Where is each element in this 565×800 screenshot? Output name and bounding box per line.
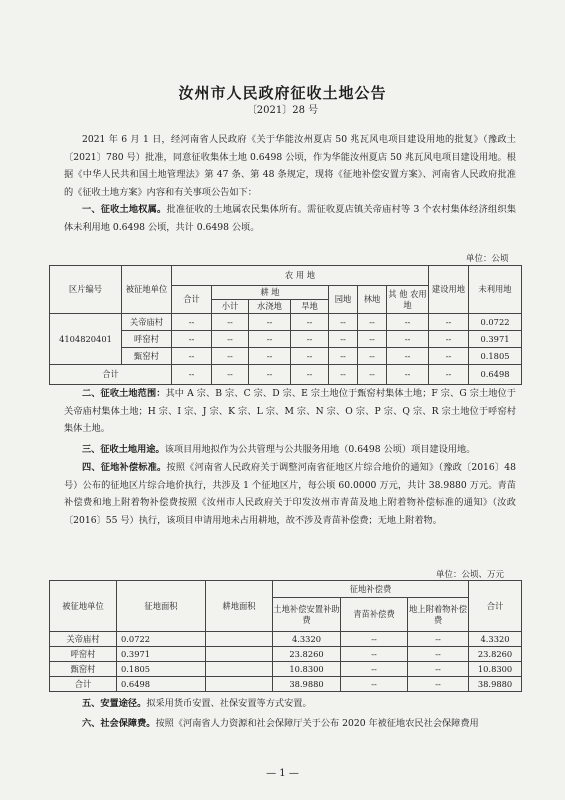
cell-area: 0.3971 xyxy=(117,647,206,662)
cell: -- xyxy=(329,365,358,385)
cell: -- xyxy=(249,331,291,348)
cell: -- xyxy=(291,331,329,348)
header-subtotal: 小计 xyxy=(212,300,249,314)
table-total-row xyxy=(50,677,522,692)
section-5-heading: 五、安置途径。 xyxy=(82,698,147,709)
cell: -- xyxy=(249,348,291,365)
cell-unused: 0.1805 xyxy=(469,348,522,365)
cell: -- xyxy=(358,348,387,365)
row-unit: 关帝庙村 xyxy=(50,632,117,647)
header-dry: 旱地 xyxy=(291,300,329,314)
cell-cultivated xyxy=(206,647,273,662)
section-1-text: 批准征收的土地属农民集体所有。需征收夏店镇关帝庙村等 3 个农村集体经济组织集体未利用地 0.6498 公顷，共计 0.6498 公顷。 xyxy=(64,204,517,233)
section-6-text: 按照《河南省人力资源和社会保障厅关于公布 2020 年被征地农民社会保障费用 xyxy=(155,718,479,729)
t2-header-cultivated: 耕地面积 xyxy=(206,581,273,632)
cell-land: 4.3320 xyxy=(273,632,341,647)
cell: -- xyxy=(329,314,358,331)
section-5 xyxy=(64,695,516,713)
cell: -- xyxy=(358,314,387,331)
cell-unused: 0.0722 xyxy=(469,314,522,331)
section-1-heading: 一、征收土地权属。 xyxy=(82,204,167,215)
cell-total: 23.8260 xyxy=(469,647,522,662)
table1-unit: 单位：公顷 xyxy=(466,254,509,264)
cell: -- xyxy=(329,331,358,348)
header-zone: 区片编号 xyxy=(50,266,122,314)
cell: -- xyxy=(291,365,329,385)
cell-crop: -- xyxy=(341,647,408,662)
cell-area: 0.1805 xyxy=(117,662,206,677)
cell-unused: 0.3971 xyxy=(469,331,522,348)
cell-crop: -- xyxy=(341,677,408,692)
section-1 xyxy=(64,201,516,236)
cell-area: 0.0722 xyxy=(117,632,206,647)
cell-cultivated xyxy=(206,632,273,647)
t2-header-owner: 被征地单位 xyxy=(50,581,117,632)
cell: -- xyxy=(429,331,469,348)
cell: -- xyxy=(358,365,387,385)
cell-total: 38.9880 xyxy=(469,677,522,692)
total-label: 合计 xyxy=(50,365,172,385)
section-3 xyxy=(64,441,516,459)
cell: -- xyxy=(387,365,429,385)
cell: -- xyxy=(172,348,212,365)
cell: -- xyxy=(387,348,429,365)
header-cultivated: 耕 地 xyxy=(212,286,329,300)
cell: -- xyxy=(212,348,249,365)
header-owner: 被征地单位 xyxy=(122,266,172,314)
header-farmland: 农 用 地 xyxy=(172,266,429,286)
intro-paragraph: 2021 年 6 月 1 日，经河南省人民政府《关于华能汝州夏店 50 兆瓦风电项目建设用地的批复》（豫政土〔2021〕780 号）批准，同意征收集体土地 0.6498 公顷，作为华能汝州夏店 50 兆瓦风电项目建设用地。根据《中华人民共和国土地管理法》第 47 条、第 48 条规定，现将《征地补偿安置方案》、河南省人民政府批准的《征收土地方案》内容和有关事项公告如下： xyxy=(64,134,516,198)
cell-cultivated xyxy=(206,662,273,677)
section-4 xyxy=(64,459,516,529)
cell-land: 38.9880 xyxy=(273,677,341,692)
row-unit: 呼窑村 xyxy=(50,647,117,662)
row-unit: 甄窑村 xyxy=(50,662,117,677)
cell: -- xyxy=(387,331,429,348)
cell: -- xyxy=(429,348,469,365)
cell-attach: -- xyxy=(408,647,469,662)
cell-attach: -- xyxy=(408,632,469,647)
cell-cultivated xyxy=(206,677,273,692)
page-title: 汝州市人民政府征收土地公告 xyxy=(178,84,387,102)
cell-unused: 0.6498 xyxy=(469,365,522,385)
header-garden: 园地 xyxy=(329,286,358,314)
compensation-table xyxy=(49,580,522,692)
cell: -- xyxy=(172,365,212,385)
cell: -- xyxy=(212,365,249,385)
cell: -- xyxy=(429,365,469,385)
row-unit: 甄窑村 xyxy=(122,348,172,365)
table-row xyxy=(50,632,522,647)
cell: -- xyxy=(291,348,329,365)
cell-crop: -- xyxy=(341,662,408,677)
section-6 xyxy=(64,715,516,733)
page-number: — 1 — xyxy=(266,768,299,779)
section-2-text: 其中 A 宗、B 宗、C 宗、D 宗、E 宗土地位于甄窑村集体土地；F 宗、G 宗土地位于关帝庙村集体土地；H 宗、I 宗、J 宗、K 宗、L 宗、M 宗、N 宗、O 宗、P 宗、Q 宗、R 宗土地位于呼窑村集体土地。 xyxy=(64,388,516,435)
cell-area: 0.6498 xyxy=(117,677,206,692)
table-row xyxy=(50,647,522,662)
cell: -- xyxy=(212,331,249,348)
cell-crop: -- xyxy=(341,632,408,647)
document-number: 〔2021〕28 号 xyxy=(246,105,319,116)
cell-total: 10.8300 xyxy=(469,662,522,677)
t2-header-attach-comp: 地上附着物补偿费 xyxy=(408,598,469,632)
header-forest: 林地 xyxy=(358,286,387,314)
section-2 xyxy=(64,385,516,438)
section-6-heading: 六、社会保障费。 xyxy=(82,718,156,729)
section-3-heading: 三、征收土地用途。 xyxy=(82,444,165,455)
cell: -- xyxy=(429,314,469,331)
section-4-heading: 四、征地补偿标准。 xyxy=(82,462,167,473)
cell: -- xyxy=(172,331,212,348)
row-unit: 合计 xyxy=(50,677,117,692)
section-5-text: 拟采用货币安置、社保安置等方式安置。 xyxy=(146,698,312,709)
t2-header-total: 合计 xyxy=(469,581,522,632)
cell-attach: -- xyxy=(408,677,469,692)
cell: -- xyxy=(172,314,212,331)
header-total: 合计 xyxy=(172,286,212,314)
cell-total: 4.3320 xyxy=(469,632,522,647)
table-row xyxy=(50,662,522,677)
cell-attach: -- xyxy=(408,662,469,677)
cell: -- xyxy=(212,314,249,331)
cell-land: 10.8300 xyxy=(273,662,341,677)
t2-header-area: 征地面积 xyxy=(117,581,206,632)
section-2-heading: 二、征收土地范围： xyxy=(82,388,166,399)
cell: -- xyxy=(387,314,429,331)
section-4-text: 按照《河南省人民政府关于调整河南省征地区片综合地价的通知》（豫政〔2016〕48 号）公布的征地区片综合地价执行，共涉及 1 个征地区片，每公顷 60.0000 万元，共计 38.9880 万元。青苗补偿费和地上附着物补偿费按照《汝州市人民政府关于印发汝州市青苗及地上附着物补偿标准的通知》（汝政〔2016〕55 号）执行，该项目申请用地未占用耕地，故不涉及青苗补偿费；无地上附着物。 xyxy=(64,462,516,526)
zone-code: 4104820401 xyxy=(50,314,122,365)
cell: -- xyxy=(291,314,329,331)
header-irrigated: 水浇地 xyxy=(249,300,291,314)
t2-header-compensation: 征地补偿费 xyxy=(273,581,469,598)
row-unit: 呼窑村 xyxy=(122,331,172,348)
t2-header-land-comp: 土地补偿安置补助费 xyxy=(273,598,341,632)
table-row xyxy=(50,314,522,331)
cell: -- xyxy=(249,365,291,385)
cell: -- xyxy=(249,314,291,331)
table-total-row xyxy=(50,365,522,385)
row-unit: 关帝庙村 xyxy=(122,314,172,331)
land-table xyxy=(49,265,522,385)
cell: -- xyxy=(329,348,358,365)
cell: -- xyxy=(358,331,387,348)
section-3-text: 该项目用地拟作为公共管理与公共服务用地（0.6498 公顷）项目建设用地。 xyxy=(164,444,476,455)
header-other-farm: 其 他 农用地 xyxy=(387,286,429,314)
t2-header-crop-comp: 青苗补偿费 xyxy=(341,598,408,632)
header-construction: 建设用地 xyxy=(429,266,469,314)
cell-land: 23.8260 xyxy=(273,647,341,662)
header-unused: 未利用地 xyxy=(469,266,522,314)
table2-unit: 单位：公顷、万元 xyxy=(436,570,505,580)
